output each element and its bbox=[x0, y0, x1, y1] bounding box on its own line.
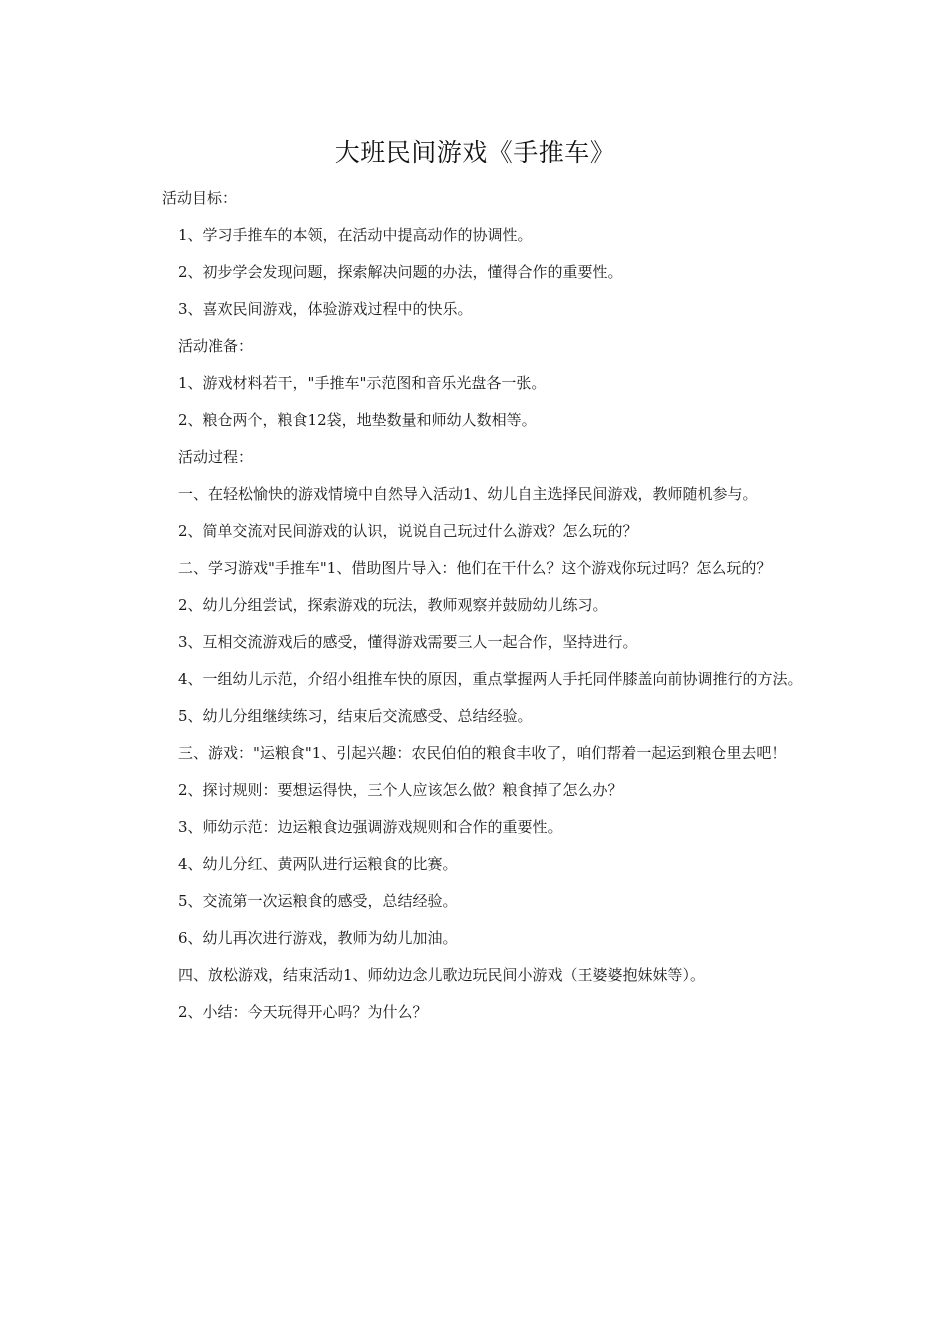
section-heading-goals: 活动目标： bbox=[162, 189, 238, 207]
paragraph: 3、喜欢民间游戏，体验游戏过程中的快乐。 bbox=[178, 300, 473, 318]
paragraph: 2、粮仓两个，粮食12袋，地垫数量和师幼人数相等。 bbox=[178, 411, 537, 429]
paragraph: 6、幼儿再次进行游戏，教师为幼儿加油。 bbox=[178, 929, 458, 947]
paragraph: 四、放松游戏，结束活动1、师幼边念儿歌边玩民间小游戏（王婆婆抱妹妹等）。 bbox=[178, 966, 706, 984]
paragraph: 2、小结：今天玩得开心吗？为什么？ bbox=[178, 1003, 428, 1021]
paragraph: 1、学习手推车的本领，在活动中提高动作的协调性。 bbox=[178, 226, 533, 244]
paragraph: 2、简单交流对民间游戏的认识，说说自己玩过什么游戏？怎么玩的？ bbox=[178, 522, 638, 540]
paragraph: 3、师幼示范：边运粮食边强调游戏规则和合作的重要性。 bbox=[178, 818, 563, 836]
section-heading-process: 活动过程： bbox=[178, 448, 254, 466]
section-heading-preparation: 活动准备： bbox=[178, 337, 254, 355]
paragraph: 二、学习游戏"手推车"1、借助图片导入：他们在干什么？这个游戏你玩过吗？怎么玩的？ bbox=[178, 559, 772, 577]
paragraph: 2、幼儿分组尝试，探索游戏的玩法，教师观察并鼓励幼儿练习。 bbox=[178, 596, 608, 614]
paragraph: 2、探讨规则：要想运得快，三个人应该怎么做？粮食掉了怎么办？ bbox=[178, 781, 623, 799]
paragraph: 3、互相交流游戏后的感受，懂得游戏需要三人一起合作，坚持进行。 bbox=[178, 633, 638, 651]
paragraph: 5、幼儿分组继续练习，结束后交流感受、总结经验。 bbox=[178, 707, 533, 725]
paragraph: 4、幼儿分红、黄两队进行运粮食的比赛。 bbox=[178, 855, 458, 873]
paragraph: 1、游戏材料若干，"手推车"示范图和音乐光盘各一张。 bbox=[178, 374, 547, 392]
paragraph: 三、游戏："运粮食"1、引起兴趣：农民伯伯的粮食丰收了，咱们帮着一起运到粮仓里去吧！ bbox=[178, 744, 787, 762]
paragraph: 一、在轻松愉快的游戏情境中自然导入活动1、幼儿自主选择民间游戏，教师随机参与。 bbox=[178, 485, 758, 503]
paragraph: 5、交流第一次运粮食的感受，总结经验。 bbox=[178, 892, 458, 910]
document-body bbox=[145, 186, 807, 1037]
paragraph: 4、一组幼儿示范，介绍小组推车快的原因，重点掌握两人手托同伴膝盖向前协调推行的方法。 bbox=[178, 670, 803, 688]
document-title: 大班民间游戏《手推车》 bbox=[334, 138, 616, 167]
paragraph: 2、初步学会发现问题，探索解决问题的办法，懂得合作的重要性。 bbox=[178, 263, 623, 281]
